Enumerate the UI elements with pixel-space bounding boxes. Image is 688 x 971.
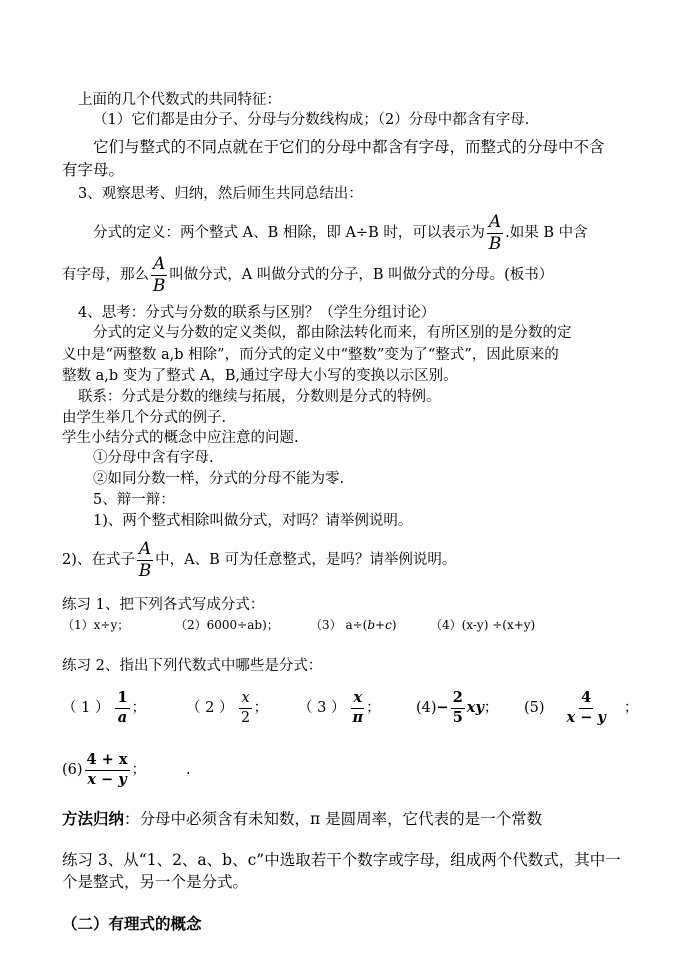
numerator: A	[153, 253, 166, 274]
text-segment: 2)、在式子	[62, 552, 135, 568]
item-label: （ 1 ）	[62, 700, 110, 716]
exercise-heading: 练习 1、把下列各式写成分式：	[62, 597, 265, 613]
separator: ；	[623, 700, 639, 716]
exercise-item	[310, 615, 397, 635]
numerator: 4 + x	[85, 753, 130, 771]
text-line: ②如同分数一样，分式的分母不能为零.	[93, 471, 345, 487]
fraction	[239, 691, 251, 725]
text-line: 由学生举几个分式的例子.	[62, 410, 227, 426]
section-heading: （二）有理式的概念	[62, 914, 202, 933]
separator: ；	[131, 762, 147, 778]
denominator: 2	[240, 709, 251, 726]
fraction	[115, 691, 129, 725]
text-segment: （3） a÷(	[310, 618, 368, 632]
denominator: B	[138, 560, 152, 581]
separator: ；	[131, 700, 147, 716]
text-line: 1)、两个整式相除叫做分式，对吗？请举例说明。	[93, 513, 413, 529]
term: xy	[466, 699, 484, 716]
text-segment: .如果 B 中含	[505, 225, 588, 241]
definition-line	[62, 253, 554, 296]
fraction	[567, 691, 606, 725]
exercise-heading: 练习 2、指出下列代数式中哪些是分式：	[62, 658, 323, 674]
text-line: 义中是“两整数 a,b 相除”，而分式的定义中“整数”变为了“整式”，因此原来的	[62, 347, 559, 363]
text-line: 4、思考：分式与分数的联系与区别？（学生分组讨论）	[78, 305, 436, 321]
question-line	[62, 538, 457, 581]
text-segment: 中，A、B 可为任意整式，是吗？请举例说明。	[155, 552, 457, 568]
exercise-item: （1）x÷y；	[62, 618, 130, 632]
separator: ；	[366, 700, 381, 716]
exercise-item	[62, 688, 146, 728]
text-line: 个是整式，另一个是分式。	[62, 873, 249, 891]
denominator: π	[352, 708, 364, 726]
exercise-heading: 练习 3、从“1、2、a、b、c”中选取若干个数字或字母，组成两个代数式，其中一	[62, 851, 621, 869]
stray-dot: .	[186, 762, 191, 778]
fraction-a-over-b	[151, 253, 167, 296]
item-label: (6)	[62, 762, 83, 778]
numerator: A	[138, 538, 152, 559]
text-line: 分式的定义与分数的定义类似，都由除法转化而来，有所区别的是分数的定	[93, 325, 572, 341]
denominator: x − y	[566, 708, 606, 726]
text-line: ①分母中含有字母.	[93, 450, 214, 466]
fraction-a-over-b	[137, 538, 153, 581]
text-line: 学生小结分式的概念中应注意的问题.	[62, 430, 299, 446]
exercise-item	[298, 688, 381, 728]
text-segment: ：分母中必须含有未知数，π 是圆周率，它代表的是一个常数	[124, 810, 543, 828]
numerator: 2	[451, 691, 465, 709]
denominator: x − y	[87, 770, 127, 788]
item-label: （ 2 ）	[186, 700, 234, 716]
denominator: 5	[452, 708, 463, 726]
denominator: B	[488, 233, 502, 254]
exercise-item	[524, 688, 638, 728]
text-line: 整数 a,b 变为了整式 A，B,通过字母大小写的变换以示区别。	[62, 368, 458, 384]
fraction	[351, 691, 364, 725]
text-line: 3、观察思考、归纳，然后师生共同总结出：	[78, 186, 363, 202]
fraction-a-over-b	[487, 211, 503, 254]
text-segment: b+c	[367, 618, 392, 632]
text-line: （1）它们都是由分子、分母与分数线构成；（2）分母中都含有字母.	[93, 112, 530, 128]
text-line: 联系：分式是分数的继续与拓展，分数则是分式的特例。	[78, 389, 441, 405]
text-segment: 分式的定义：两个整式 A、B 相除，即 A÷B 时，可以表示为	[93, 225, 485, 241]
item-label: （ 3 ）	[298, 700, 346, 716]
method-summary	[62, 809, 542, 829]
numerator: A	[488, 211, 502, 232]
numerator: 1	[115, 691, 129, 709]
exercise-item: （2）6000÷ab)；	[175, 618, 279, 632]
exercise-item	[416, 688, 498, 728]
text-segment: )	[391, 618, 397, 632]
definition-line	[93, 211, 588, 254]
fraction	[451, 691, 465, 725]
text-segment: 叫做分式，A 叫做分式的分子，B 叫做分式的分母。(板书）	[169, 267, 554, 283]
text-line: 5、辩一辩：	[93, 492, 175, 508]
item-label: (5)	[524, 700, 545, 716]
numerator: x	[239, 691, 251, 709]
separator: ；	[253, 700, 269, 716]
item-label: (4)	[416, 700, 437, 716]
exercise-item	[62, 750, 146, 790]
text-line: 有字母。	[62, 161, 125, 179]
summary-label: 方法归纳	[62, 809, 125, 828]
separator: ；	[483, 700, 499, 716]
numerator: x	[351, 691, 364, 709]
denominator: B	[152, 275, 166, 296]
text-line: 上面的几个代数式的共同特征：	[78, 92, 281, 108]
fraction	[85, 753, 130, 787]
text-segment: 有字母，那么	[62, 267, 149, 283]
text-line: 它们与整式的不同点就在于它们的分母中都含有字母，而整式的分母中不含	[93, 138, 605, 156]
denominator: a	[117, 708, 128, 726]
numerator: 4	[579, 691, 593, 709]
minus-sign: −	[436, 699, 449, 716]
exercise-item: （4）(x-y) ÷(x+y)	[430, 618, 536, 632]
exercise-item	[186, 688, 268, 728]
